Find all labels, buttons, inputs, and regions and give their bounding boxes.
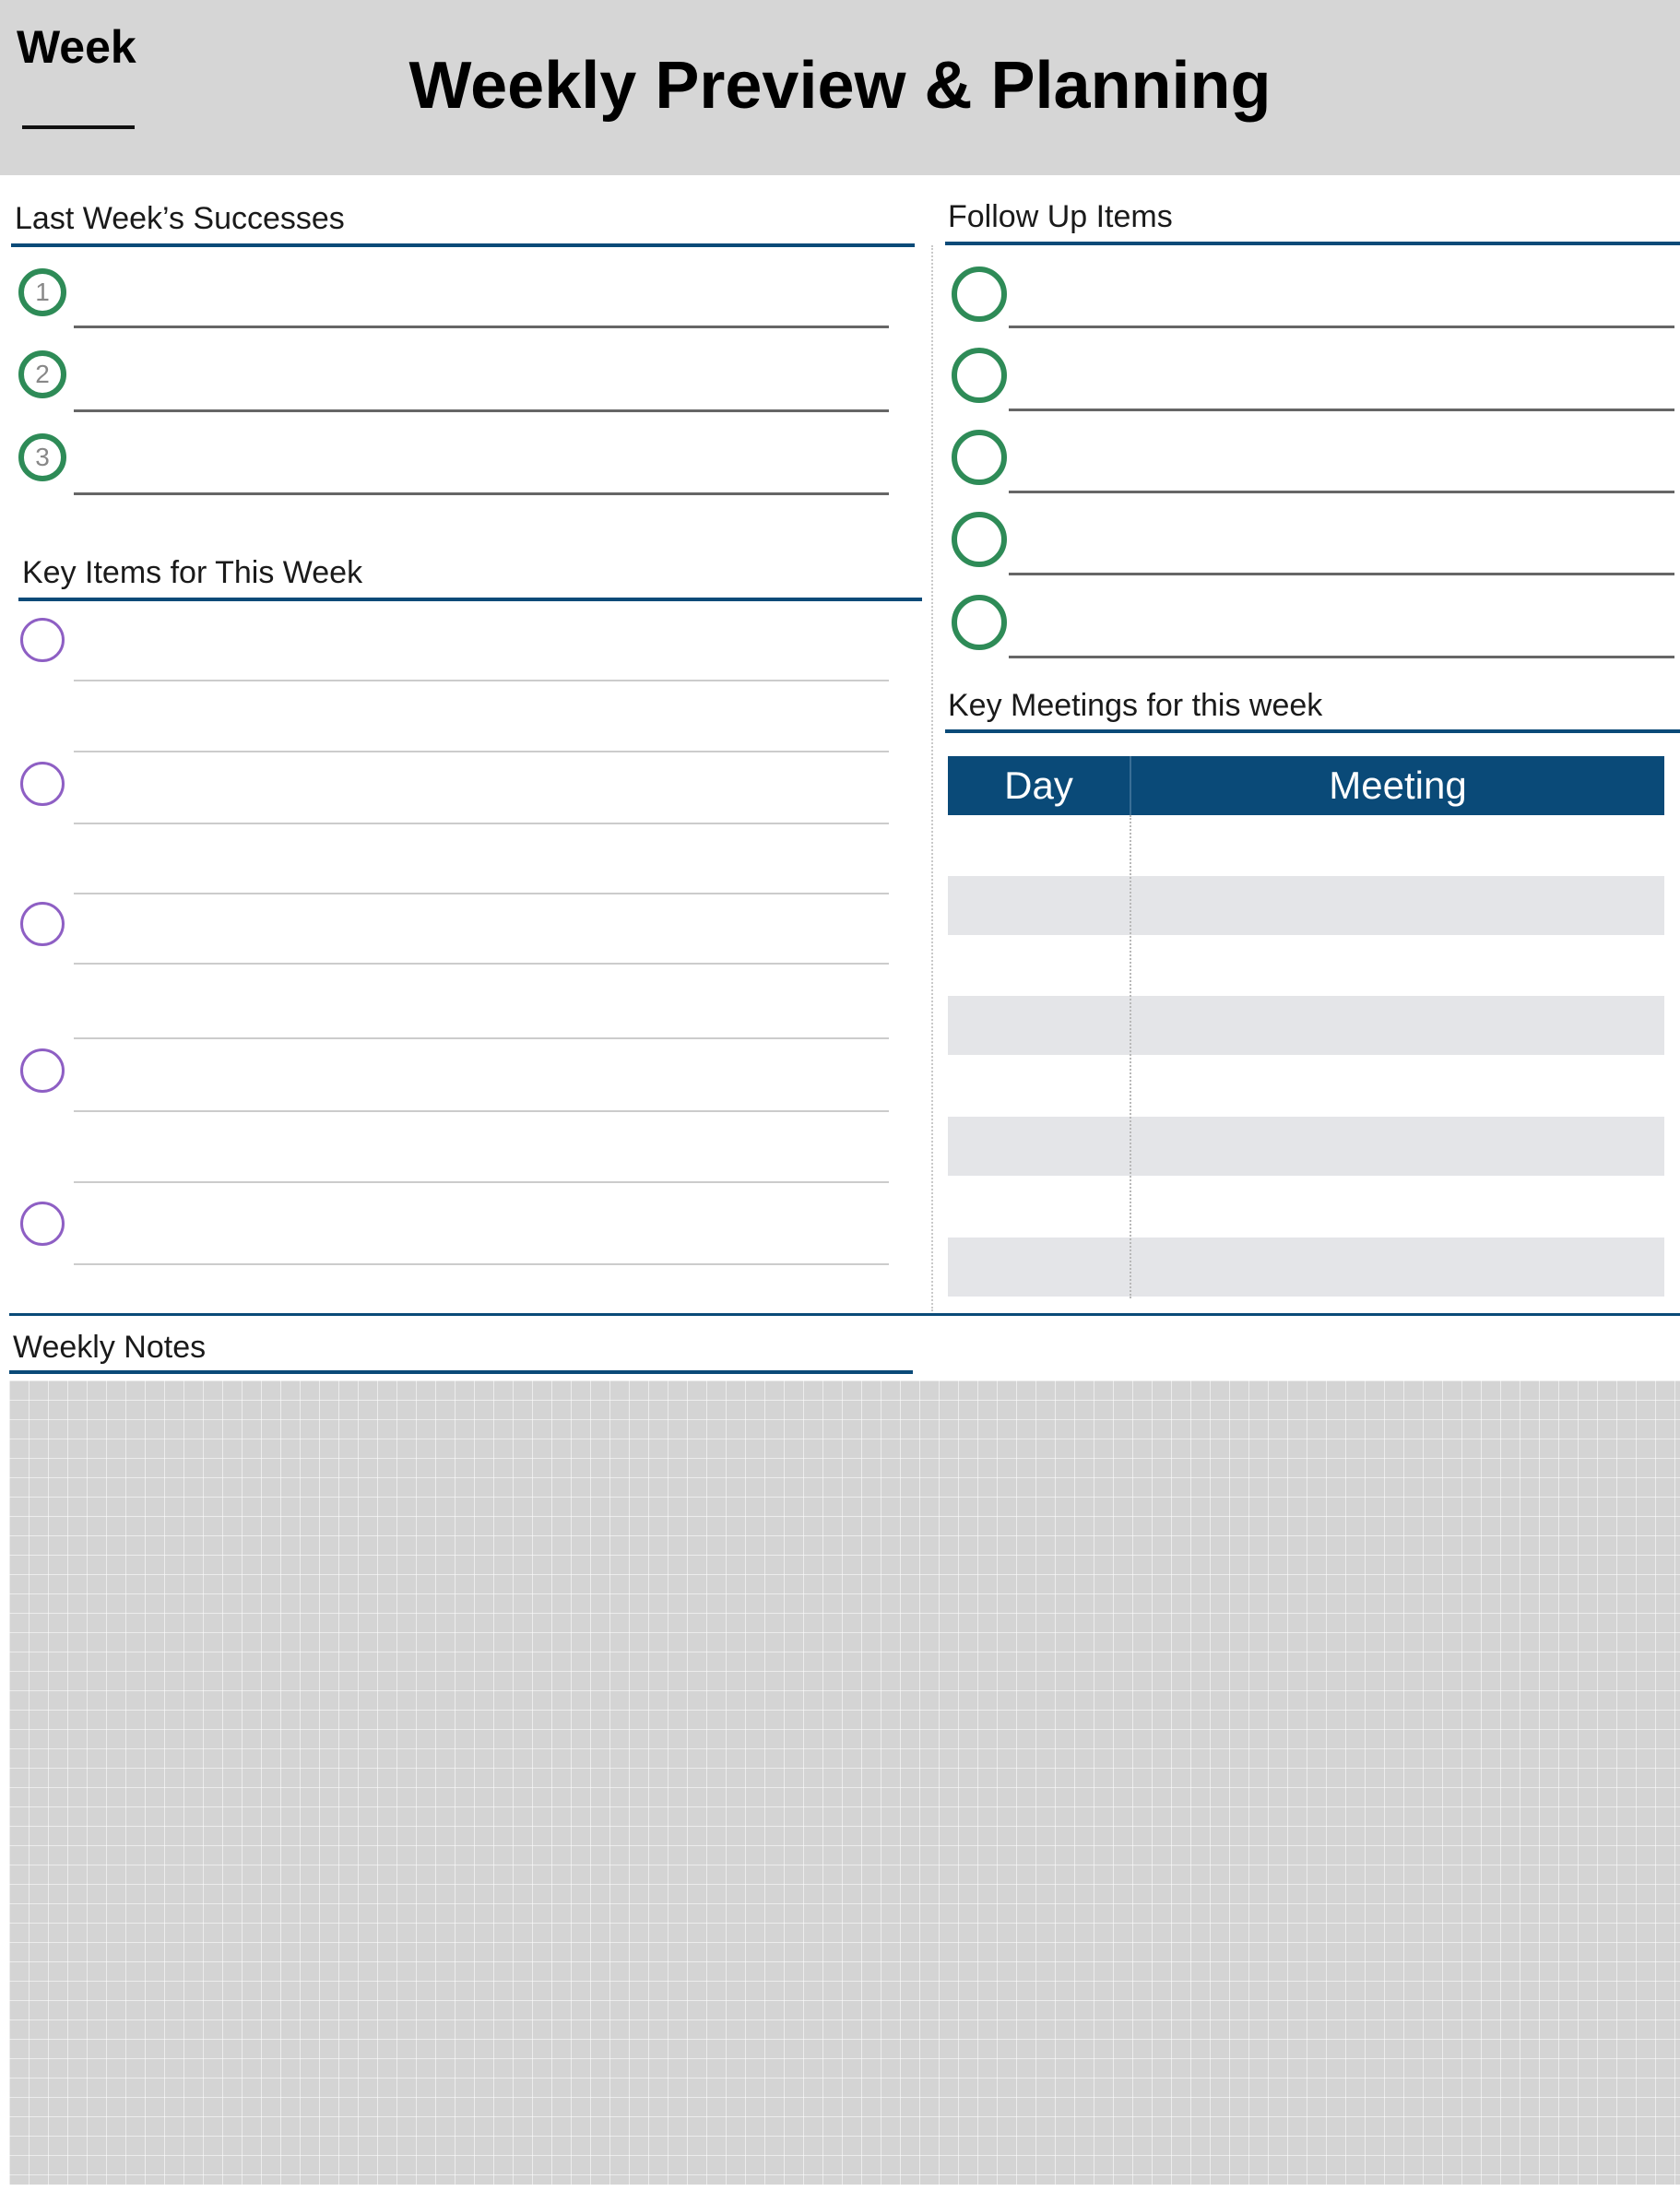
follow-up-2-checkbox[interactable] xyxy=(952,348,1007,403)
notes-title: Weekly Notes xyxy=(13,1330,207,1365)
follow-up-3-checkbox[interactable] xyxy=(952,430,1007,485)
meetings-rule xyxy=(945,729,1680,733)
meetings-title: Key Meetings for this week xyxy=(948,688,1323,723)
meeting-row-4[interactable] xyxy=(948,996,1664,1055)
follow-up-3-line[interactable] xyxy=(1009,491,1674,493)
follow-up-5-line[interactable] xyxy=(1009,656,1674,658)
meetings-col-day: Day xyxy=(1004,764,1073,807)
key-item-2-line-a[interactable] xyxy=(74,823,889,824)
key-item-3-line-b[interactable] xyxy=(74,1037,889,1039)
meeting-row-7[interactable] xyxy=(948,1176,1664,1237)
meetings-col-meeting: Meeting xyxy=(1329,764,1467,807)
page-title: Weekly Preview & Planning xyxy=(408,49,1272,123)
meeting-row-5[interactable] xyxy=(948,1055,1664,1116)
key-item-4-line-b[interactable] xyxy=(74,1181,889,1183)
key-item-3-checkbox[interactable] xyxy=(20,902,65,946)
success-3-line[interactable] xyxy=(74,492,889,495)
key-item-3-line-a[interactable] xyxy=(74,963,889,965)
meeting-row-3[interactable] xyxy=(948,935,1664,996)
success-1-line[interactable] xyxy=(74,326,889,328)
successes-rule xyxy=(11,243,915,247)
meeting-row-1[interactable] xyxy=(948,815,1664,876)
meeting-row-8[interactable] xyxy=(948,1238,1664,1297)
key-items-title: Key Items for This Week xyxy=(22,555,363,590)
follow-up-1-checkbox[interactable] xyxy=(952,266,1007,322)
key-item-5-checkbox[interactable] xyxy=(20,1202,65,1246)
success-3-number-circle xyxy=(18,433,66,481)
key-item-4-checkbox[interactable] xyxy=(20,1048,65,1093)
follow-up-1-line[interactable] xyxy=(1009,326,1674,328)
column-divider xyxy=(931,245,933,1311)
success-2-number-circle xyxy=(18,350,66,398)
key-items-rule xyxy=(18,598,922,601)
week-number-field[interactable] xyxy=(22,125,135,129)
successes-title: Last Week’s Successes xyxy=(15,201,345,236)
key-item-4-line-a[interactable] xyxy=(74,1110,889,1112)
follow-up-4-checkbox[interactable] xyxy=(952,512,1007,567)
follow-up-rule xyxy=(945,242,1680,245)
meetings-day-divider xyxy=(1130,815,1131,1298)
key-item-1-checkbox[interactable] xyxy=(20,618,65,662)
success-2-number: 2 xyxy=(35,360,50,388)
week-label: Week xyxy=(17,21,136,73)
follow-up-4-line[interactable] xyxy=(1009,573,1674,575)
key-item-1-line-b[interactable] xyxy=(74,751,889,752)
follow-up-2-line[interactable] xyxy=(1009,409,1674,411)
key-item-5-line-a[interactable] xyxy=(74,1263,889,1265)
meeting-row-6[interactable] xyxy=(948,1117,1664,1176)
success-1-number-circle xyxy=(18,268,66,316)
success-3-number: 3 xyxy=(35,443,50,471)
follow-up-title: Follow Up Items xyxy=(948,199,1173,234)
notes-grid-area[interactable] xyxy=(9,1380,1680,2185)
success-1-number: 1 xyxy=(35,278,50,306)
key-item-2-checkbox[interactable] xyxy=(20,762,65,806)
notes-rule xyxy=(9,1370,913,1374)
follow-up-5-checkbox[interactable] xyxy=(952,595,1007,650)
meeting-row-2[interactable] xyxy=(948,876,1664,935)
notes-top-rule xyxy=(9,1313,1680,1316)
success-2-line[interactable] xyxy=(74,409,889,412)
key-item-1-line-a[interactable] xyxy=(74,680,889,681)
key-item-2-line-b[interactable] xyxy=(74,893,889,894)
